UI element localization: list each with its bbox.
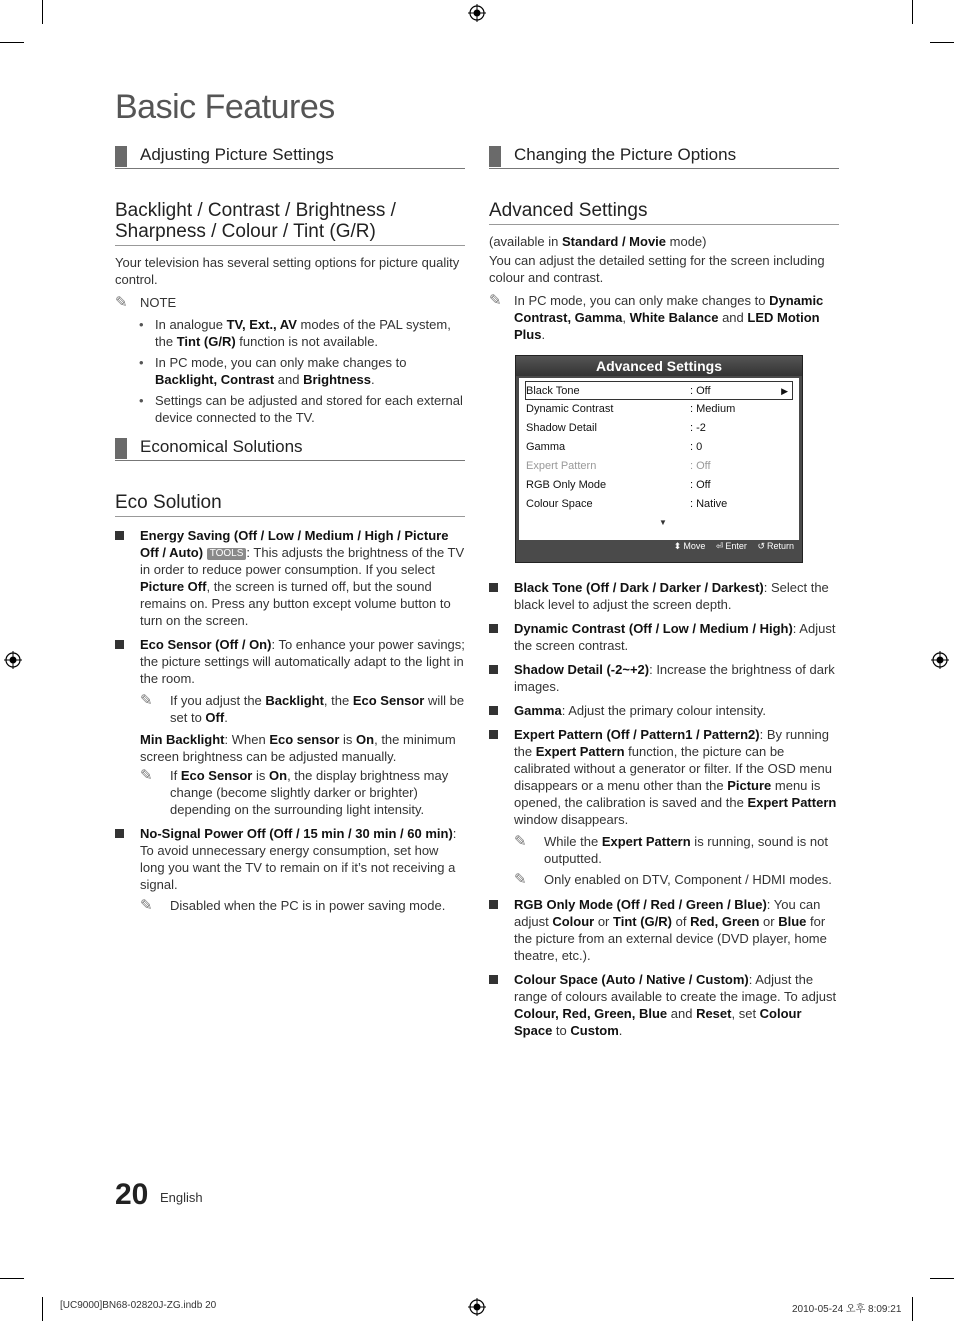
- note-list: [115, 316, 465, 426]
- note-no-signal: ✎ Disabled when the PC is in power saving mode.: [140, 897, 446, 914]
- square-bullet-icon: [489, 900, 498, 909]
- note-expert-modes: ✎ Only enabled on DTV, Component / HDMI modes.: [514, 871, 832, 888]
- note-expert-sound: ✎ While the Expert Pattern is running, sound is not outputted.: [514, 833, 828, 866]
- note-min-backlight: ✎ If Eco Sensor is On, the display brightness may change (become slightly darker or brighter) depending on the surrounding light intensity.: [140, 767, 449, 817]
- note-heading: ✎ NOTE: [115, 294, 177, 311]
- registration-mark-icon: [4, 651, 22, 669]
- availability-text: (available in Standard / Movie mode): [489, 234, 707, 249]
- list-item-shadow-detail: Shadow Detail (-2~+2): Increase the brightness of dark images.: [489, 661, 839, 695]
- list-item: • In PC mode, you can only make changes to Backlight, Contrast and Brightness.: [139, 354, 465, 388]
- print-footer-file: [UC9000]BN68-02820J-ZG.indb 20: [60, 1300, 217, 1311]
- tools-badge-icon: TOOLS: [207, 548, 247, 560]
- list-item-no-signal: No-Signal Power Off (Off / 15 min / 30 min / 60 min): To avoid unnecessary energy consumption, set how long you want the TV to remain on if it’s not receiving a signal. ✎ Disabled when the PC is in power saving mode.: [115, 825, 465, 914]
- move-icon: ⬍: [673, 541, 682, 551]
- subheading-backlight: Backlight / Contrast / Brightness / Sharpness / Colour / Tint (G/R): [115, 200, 465, 246]
- osd-row-colour-space[interactable]: Colour Space : Native: [526, 498, 728, 510]
- section-header-economical: Economical Solutions: [115, 432, 465, 461]
- crop-mark: [912, 1297, 913, 1321]
- list-item-gamma: Gamma: Adjust the primary colour intensity.: [489, 702, 839, 719]
- pencil-note-icon: ✎: [514, 833, 527, 850]
- square-bullet-icon: [489, 583, 498, 592]
- square-bullet-icon: [489, 624, 498, 633]
- osd-row-black-tone[interactable]: Black Tone : Off ▶: [525, 381, 793, 400]
- pencil-note-icon: ✎: [140, 897, 153, 914]
- square-bullet-icon: [115, 531, 124, 540]
- note-eco-sensor: ✎ If you adjust the Backlight, the Eco Sensor will be set to Off.: [140, 692, 465, 725]
- list-item: • In analogue TV, Ext., AV modes of the PAL system, the Tint (G/R) function is not available.: [139, 316, 465, 350]
- min-backlight-text: Min Backlight: When Eco sensor is On, the minimum screen brightness can be adjusted manually.: [140, 732, 456, 764]
- return-icon: ↺: [757, 541, 765, 551]
- osd-row-rgb-only[interactable]: RGB Only Mode : Off: [526, 479, 711, 491]
- pencil-note-icon: ✎: [514, 871, 527, 888]
- registration-mark-icon: [468, 1298, 486, 1316]
- crop-mark: [0, 42, 24, 43]
- section-bar: [115, 146, 127, 167]
- list-item-expert-pattern: Expert Pattern (Off / Pattern1 / Pattern2): By running the Expert Pattern function, the picture can be calibrated without a generator or filter. If the OSD menu disappears or a menu other than the Picture menu is opened, the calibration is saved and the Expert Pattern window disappears. ✎ While the Expert Pattern is running, sound is not outputted. ✎ Only enabled on DTV, Component / HDMI modes.: [489, 726, 839, 888]
- osd-row-gamma[interactable]: Gamma : 0: [526, 441, 703, 453]
- osd-menu: [519, 378, 799, 540]
- list-item: • Settings can be adjusted and stored for each external device connected to the TV.: [139, 392, 465, 426]
- crop-mark: [930, 1278, 954, 1279]
- registration-mark-icon: [468, 4, 486, 22]
- list-item-dynamic-contrast: Dynamic Contrast (Off / Low / Medium / High): Adjust the screen contrast.: [489, 620, 839, 654]
- crop-mark: [42, 0, 43, 24]
- osd-row-shadow-detail[interactable]: Shadow Detail : -2: [526, 422, 706, 434]
- registration-mark-icon: [931, 651, 949, 669]
- pencil-note-icon: ✎: [140, 767, 153, 784]
- print-footer-date: 2010-05-24 오후 8:09:21: [792, 1304, 902, 1315]
- osd-title: Advanced Settings: [516, 356, 802, 376]
- note-pc-mode: ✎ In PC mode, you can only make changes to Dynamic Contrast, Gamma, White Balance and LED Motion Plus.: [489, 292, 824, 342]
- page-number: 20: [115, 1178, 149, 1211]
- list-item-black-tone: Black Tone (Off / Dark / Darker / Darkest): Select the black level to adjust the screen depth.: [489, 579, 839, 613]
- enter-icon: ⏎: [715, 541, 724, 551]
- square-bullet-icon: [489, 975, 498, 984]
- advanced-settings-osd: [515, 355, 803, 563]
- section-header-picture-options: Changing the Picture Options: [489, 140, 839, 169]
- osd-row-dynamic-contrast[interactable]: Dynamic Contrast : Medium: [526, 403, 736, 415]
- list-item-energy-saving: Energy Saving (Off / Low / Medium / High / Picture Off / Auto) TOOLS : This adjusts the brightness of the TV in order to reduce power consumption. If you select Picture Off, the screen is turned off, but the sound remains on. Press any button except volume button to turn on the screen.: [115, 527, 465, 629]
- section-header-adjusting: Adjusting Picture Settings: [115, 140, 465, 169]
- square-bullet-icon: [115, 640, 124, 649]
- crop-mark: [930, 42, 954, 43]
- right-column: [489, 140, 839, 1039]
- square-bullet-icon: [489, 730, 498, 739]
- square-bullet-icon: [115, 829, 124, 838]
- crop-mark: [912, 0, 913, 24]
- section-bar: [115, 438, 127, 459]
- list-item-rgb-only: RGB Only Mode (Off / Red / Green / Blue): You can adjust Colour or Tint (G/R) of Red, Green or Blue for the picture from an external device (DVD player, home theatre, etc.).: [489, 896, 839, 964]
- square-bullet-icon: [489, 706, 498, 715]
- pencil-note-icon: ✎: [140, 692, 153, 709]
- subheading-eco-solution: Eco Solution: [115, 492, 465, 517]
- square-bullet-icon: [489, 665, 498, 674]
- page-language: English: [160, 1190, 203, 1205]
- pencil-note-icon: ✎: [115, 294, 128, 311]
- left-column: [115, 140, 465, 914]
- page-title: Basic Features: [115, 88, 335, 126]
- crop-mark: [0, 1278, 24, 1279]
- osd-row-expert-pattern: Expert Pattern : Off: [526, 460, 711, 472]
- list-item-eco-sensor: Eco Sensor (Off / On): To enhance your power savings; the picture settings will automatically adapt to the light in the room. ✎ If you adjust the Backlight, the Eco Sensor will be set to Off. Min Backlight: When Eco sensor is On, the minimum screen brightness can be adjusted manually. ✎ If Eco Sensor is On, the display brightness may change (become slightly darker or brighter) depending on the surrounding light intensity.: [115, 636, 465, 818]
- arrow-right-icon: ▶: [781, 386, 788, 396]
- intro-text: You can adjust the detailed setting for the screen including colour and contrast.: [489, 253, 825, 285]
- pencil-note-icon: ✎: [489, 292, 502, 309]
- intro-text: Your television has several setting options for picture quality control.: [115, 255, 460, 287]
- crop-mark: [42, 1297, 43, 1321]
- arrow-down-icon: ▼: [659, 518, 667, 527]
- subheading-advanced-settings: Advanced Settings: [489, 200, 839, 225]
- list-item-colour-space: Colour Space (Auto / Native / Custom): Adjust the range of colours available to create the image. To adjust Colour, Red, Green, Blue and Reset, set Colour Space to Custom.: [489, 971, 839, 1039]
- section-bar: [489, 146, 501, 167]
- osd-footer: ⬍ Move ⏎ Enter ↺ Return: [673, 541, 794, 551]
